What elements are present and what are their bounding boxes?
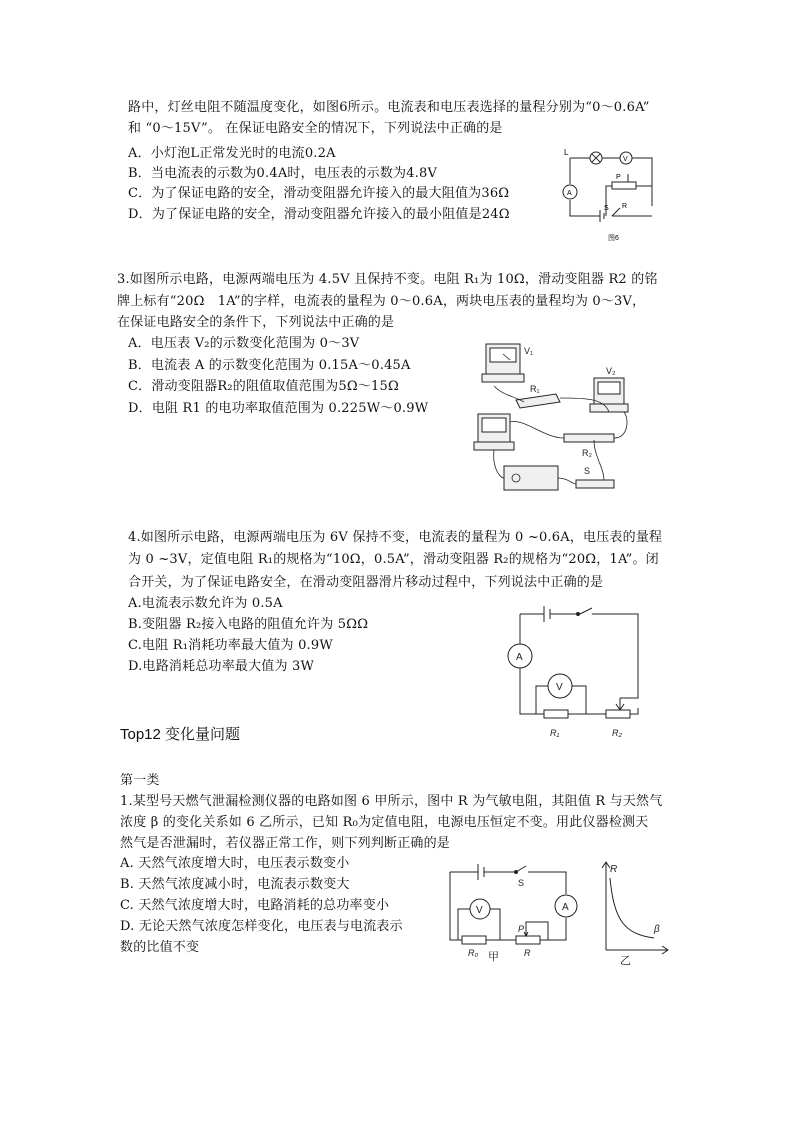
q2-label-l: L <box>564 148 569 157</box>
q5-graph-beta-axis <box>606 946 668 954</box>
q4-stem-line1: 4.如图所示电路，电源两端电压为 6V 保持不变，电流表的量程为 0 ~0.6A，电压表的量程 <box>128 530 663 545</box>
q5-graph-curve <box>610 878 654 938</box>
q5-circuit-diagram-jia <box>444 856 584 966</box>
q3-stem-line1: 3.如图所示电路，电源两端电压为 4.5V 且保持不变。电阻 R₁为 10Ω，滑动变阻器 R2 的铭 <box>117 272 658 287</box>
q4-label-a: A <box>516 652 523 663</box>
q2-rheostat-symbol <box>612 182 636 189</box>
q3-label-s: S <box>584 466 591 476</box>
q2-option-d: D．为了保证电路的安全，滑动变阻器允许接入的最小阻值是24Ω <box>128 207 510 222</box>
q5-battery-symbol <box>478 864 484 880</box>
q5-option-a: A. 天然气浓度增大时，电压表示数变小 <box>120 856 350 871</box>
q5-label-r: R <box>524 948 531 958</box>
q4-option-d: D.电路消耗总功率最大值为 3W <box>128 659 315 674</box>
q2-label-p: P <box>616 174 621 181</box>
q3-label-v2: V₂ <box>606 366 616 376</box>
q4-resistor-r1-symbol <box>544 710 568 718</box>
q5-option-d: D. 无论天然气浓度怎样变化，电压表与电流表示 <box>120 919 403 934</box>
q5-stem-line3: 然气是否泄漏时，若仪器正常工作，则下列判断正确的是 <box>120 836 451 851</box>
q5-label-v: V <box>476 905 483 916</box>
q3-rheostat-r2 <box>564 434 614 442</box>
q4-label-v: V <box>556 682 563 693</box>
q5-gas-sensor-r-symbol <box>516 936 540 944</box>
q5-graph-label-yi: 乙 <box>620 955 631 966</box>
q2-label-r: R <box>622 203 628 210</box>
q3-label-v1: V₁ <box>524 346 534 356</box>
q5-label-r0: R₀ <box>468 948 479 958</box>
q5-option-b: B. 天然气浓度减小时，电流表示数变大 <box>120 877 350 892</box>
q3-switch <box>576 480 614 488</box>
q2-stem-line1: 路中，灯丝电阻不随温度变化，如图6所示。电流表和电压表选择的量程分别为“0～0.6A” <box>128 100 650 115</box>
q4-option-b: B.变阻器 R₂接入电路的阻值允许为 5ΩΩ <box>128 617 369 632</box>
q5-label-p: P <box>518 924 525 934</box>
q5-stem-line1: 1.某型号天燃气泄漏检测仪器的电路如图 6 甲所示，图中 R 为气敏电阻，其阻值 R 与天然气 <box>120 794 663 809</box>
q4-circuit-diagram <box>504 598 644 748</box>
q3-stem-line3: 在保证电路安全的条件下，下列说法中正确的是 <box>117 315 395 330</box>
q3-option-d: D．电阻 R1 的电功率取值范围为 0.225W～0.9W <box>128 401 429 416</box>
section-subtitle: 第一类 <box>120 773 160 788</box>
q2-option-a: A．小灯泡L正常发光时的电流0.2A <box>128 146 336 161</box>
q2-circuit-diagram <box>556 146 666 246</box>
q3-stem-line2: 牌上标有“20Ω 1A”的字样，电流表的量程为 0～0.6A，两块电压表的量程均为 0～3V， <box>117 294 646 309</box>
q2-figure-caption: 图6 <box>608 235 619 242</box>
q5-resistor-r0-symbol <box>462 936 486 944</box>
q3-option-c: C．滑动变阻器R₂的阻值取值范围为5Ω～15Ω <box>128 379 399 394</box>
q2-label-v: V <box>623 156 628 163</box>
q2-label-a: A <box>567 190 572 197</box>
q2-stem-line2: 和 “0～15V”。 在保证电路安全的情况下，下列说法中正确的是 <box>128 121 503 136</box>
q2-option-c: C．为了保证电路的安全，滑动变阻器允许接入的最大阻值为36Ω <box>128 186 510 201</box>
q3-label-r2: R₂ <box>582 448 592 458</box>
q5-graph-label-r: R <box>610 864 618 875</box>
q5-option-c: C. 天然气浓度增大时，电路消耗的总功率变小 <box>120 898 390 913</box>
q4-stem-line3: 合开关，为了保证电路安全，在滑动变阻器滑片移动过程中，下列说法中正确的是 <box>128 575 604 590</box>
q4-rheostat-r2-symbol <box>606 710 630 718</box>
q3-option-a: A．电压表 V₂的示数变化范围为 0～3V <box>128 336 360 351</box>
q3-physical-circuit-illustration <box>464 338 644 498</box>
q2-label-s: S <box>604 205 609 212</box>
q2-option-b: B．当电流表的示数为0.4A时，电压表的示数为4.8V <box>128 166 438 181</box>
q5-label-s: S <box>518 878 525 888</box>
q4-stem-line2: 为 0 ~3V，定值电阻 R₁的规格为“10Ω，0.5A”，滑动变阻器 R₂的规格为“20Ω，1A”。闭 <box>128 552 659 567</box>
q4-option-a: A.电流表示数允许为 0.5A <box>128 596 283 611</box>
q5-label-a: A <box>562 902 569 913</box>
q3-label-r1: R₁ <box>530 384 540 394</box>
q4-option-c: C.电阻 R₁消耗功率最大值为 0.9W <box>128 638 333 653</box>
q4-battery-symbol <box>544 606 550 622</box>
q3-option-b: B．电流表 A 的示数变化范围为 0.15A～0.45A <box>128 358 411 373</box>
q5-option-d-continued: 数的比值不变 <box>120 940 200 955</box>
section-title: Top12 变化量问题 <box>120 726 241 743</box>
q5-stem-line2: 浓度 β 的变化关系如 6 乙所示，已知 R₀为定值电阻，电源电压恒定不变。用此仪器检测天 <box>120 815 649 830</box>
q5-label-jia: 甲 <box>488 951 499 963</box>
q5-graph-label-beta: β <box>654 924 660 935</box>
q5-graph-r-axis <box>602 862 610 950</box>
q4-label-r2: R₂ <box>612 728 622 738</box>
q4-label-r1: R₁ <box>550 728 560 738</box>
q5-graph-yi <box>594 856 674 966</box>
